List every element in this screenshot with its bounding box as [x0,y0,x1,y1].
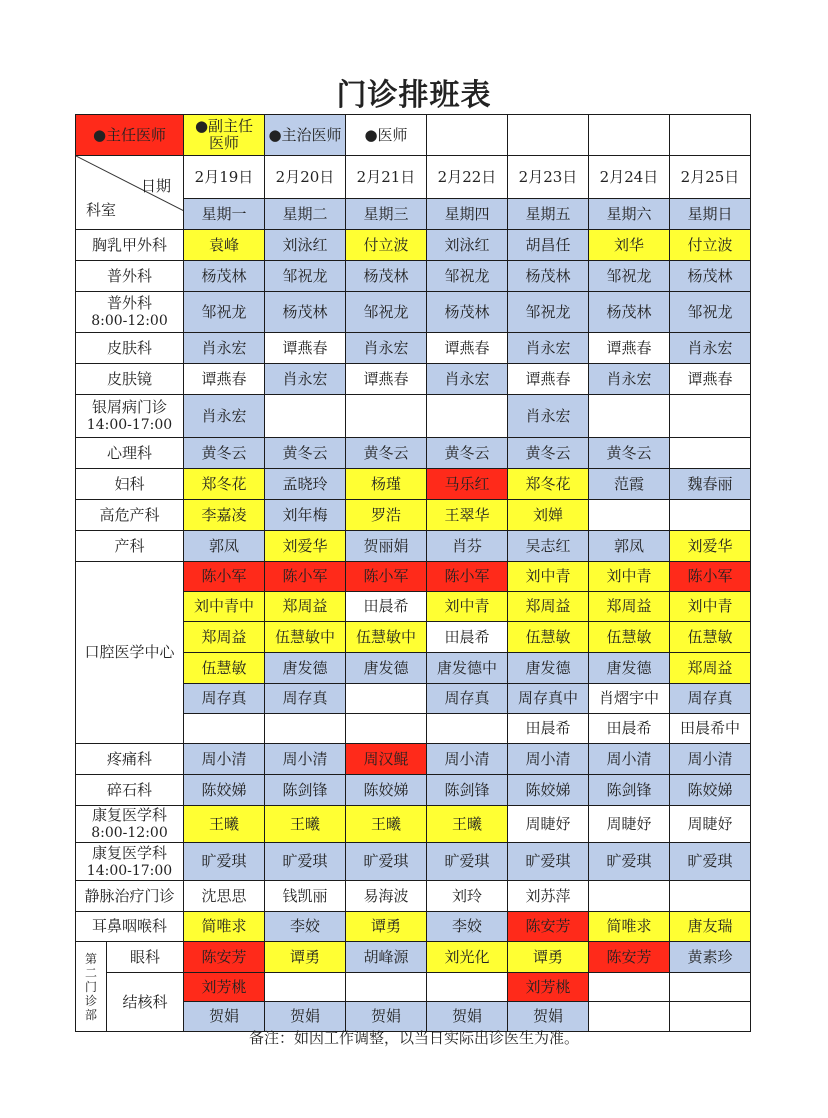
doctor-cell: 黄冬云 [184,438,265,469]
doctor-cell: 肖永宏 [184,333,265,364]
doctor-cell: 邹祝龙 [670,292,751,333]
doctor-cell: 郑周益 [589,592,670,622]
doctor-cell [589,881,670,912]
doctor-cell: 陈姣娣 [184,775,265,806]
dept-label: 疼痛科 [76,744,184,775]
doctor-cell: 周存真 [670,684,751,714]
row-erbi [76,912,751,942]
doctor-cell: 黄冬云 [508,438,589,469]
doctor-cell: 郑周益 [265,592,346,622]
empty-cell [670,115,751,156]
doctor-cell: 谭勇 [265,942,346,973]
doctor-cell: 肖永宏 [184,395,265,438]
doctor-cell: 谭燕春 [508,364,589,395]
doctor-cell: 田晨希 [589,714,670,744]
doctor-cell: 胡峰源 [346,942,427,973]
doctor-cell: 刘芳桃 [508,973,589,1002]
dept-label: 康复医学科 8:00-12:00 [76,806,184,843]
doctor-cell: 王曦 [184,806,265,843]
doctor-cell: 周小清 [427,744,508,775]
doctor-cell: 郑周益 [670,653,751,684]
doctor-cell: 王曦 [265,806,346,843]
doctor-cell: 陈小军 [427,562,508,592]
date-row [76,156,751,199]
doctor-cell: 郭凤 [589,531,670,562]
empty-cell [508,115,589,156]
dept-label: 普外科 8:00-12:00 [76,292,184,333]
dept-label: 皮肤镜 [76,364,184,395]
doctor-cell: 陈姣娣 [508,775,589,806]
doctor-cell: 黄素珍 [670,942,751,973]
doctor-cell [346,973,427,1002]
doctor-cell [265,395,346,438]
doctor-cell: 贺娟 [346,1002,427,1032]
doctor-cell: 刘中青 [589,562,670,592]
dept-label: 普外科 [76,261,184,292]
doctor-cell: 罗浩 [346,500,427,531]
row-chanke [76,531,751,562]
dept-label: 银屑病门诊 14:00-17:00 [76,395,184,438]
schedule-table [75,114,751,1032]
doctor-cell: 肖永宏 [589,364,670,395]
doctor-cell: 邹祝龙 [346,292,427,333]
doctor-cell: 周小清 [589,744,670,775]
date-header-label: 日期 [140,177,171,195]
row-jingmai [76,881,751,912]
doctor-cell: 肖永宏 [265,364,346,395]
dept-label: 康复医学科 14:00-17:00 [76,843,184,881]
doctor-cell: 谭勇 [346,912,427,942]
doctor-cell: 陈安芳 [508,912,589,942]
doctor-cell: 伍慧敏 [589,622,670,653]
date-cell: 2月24日 [589,156,670,199]
doctor-cell: 王曦 [346,806,427,843]
doctor-cell [265,973,346,1002]
row-yinxie [76,395,751,438]
doctor-cell: 贺丽娟 [346,531,427,562]
doctor-cell: 陈剑锋 [265,775,346,806]
dept-header-label: 科室 [86,201,117,219]
dept-label: 产科 [76,531,184,562]
row-jiehe [76,973,751,1002]
doctor-cell: 杨茂林 [346,261,427,292]
doctor-cell: 陈剑锋 [427,775,508,806]
date-cell: 2月19日 [184,156,265,199]
row-xinli [76,438,751,469]
doctor-cell: 魏春丽 [670,469,751,500]
dept-label: 结核科 [107,973,184,1032]
doctor-cell [265,714,346,744]
doctor-cell: 黄冬云 [589,438,670,469]
date-cell: 2月25日 [670,156,751,199]
doctor-cell: 伍慧敏中 [346,622,427,653]
doctor-cell: 周小清 [670,744,751,775]
doctor-cell: 邹祝龙 [589,261,670,292]
doctor-cell: 肖永宏 [346,333,427,364]
row-pifujing [76,364,751,395]
doctor-cell: 伍慧敏 [670,622,751,653]
doctor-cell: 唐发德中 [427,653,508,684]
dept-label: 胸乳甲外科 [76,230,184,261]
footnote: 备注：如因工作调整，以当日实际出诊医生为准。 [248,1029,579,1047]
doctor-cell: 陈剑锋 [589,775,670,806]
row-tengtong [76,744,751,775]
doctor-cell: 黄冬云 [346,438,427,469]
doctor-cell: 郑冬花 [184,469,265,500]
doctor-cell [346,395,427,438]
doctor-cell: 刘中青 [427,592,508,622]
doctor-cell: 周睫妤 [508,806,589,843]
doctor-cell: 贺娟 [427,1002,508,1032]
doctor-cell: 谭燕春 [265,333,346,364]
dept-label: 耳鼻咽喉科 [76,912,184,942]
row-xiongru [76,230,751,261]
doctor-cell: 郑冬花 [508,469,589,500]
doctor-cell: 刘中青中 [184,592,265,622]
dept-label: 静脉治疗门诊 [76,881,184,912]
doctor-cell: 贺娟 [184,1002,265,1032]
row-kouqiang [76,562,751,592]
row-yanke [76,942,751,973]
doctor-cell: 郑周益 [184,622,265,653]
doctor-cell [670,438,751,469]
doctor-cell: 田晨希 [427,622,508,653]
doctor-cell: 唐发德 [589,653,670,684]
doctor-cell: 陈姣娣 [346,775,427,806]
doctor-cell: 杨茂林 [184,261,265,292]
row-gaowei [76,500,751,531]
doctor-cell [589,395,670,438]
doctor-cell: 杨茂林 [670,261,751,292]
weekday-cell: 星期五 [508,199,589,230]
doctor-cell: 郭凤 [184,531,265,562]
doctor-cell: 邹祝龙 [508,292,589,333]
doctor-cell: 旷爱琪 [508,843,589,881]
doctor-cell: 唐发德 [508,653,589,684]
doctor-cell: 陈小军 [265,562,346,592]
dept-label: 眼科 [107,942,184,973]
doctor-cell: 周存真 [427,684,508,714]
doctor-cell: 杨茂林 [508,261,589,292]
dept-label: 碎石科 [76,775,184,806]
doctor-cell: 伍慧敏 [184,653,265,684]
doctor-cell: 李嘉凌 [184,500,265,531]
row-kangfu-afternoon [76,843,751,881]
doctor-cell: 袁峰 [184,230,265,261]
doctor-cell: 旷爱琪 [346,843,427,881]
dept-label: 心理科 [76,438,184,469]
doctor-cell: 刘中青 [670,592,751,622]
doctor-cell [427,395,508,438]
row-puwai [76,261,751,292]
dept-label: 妇科 [76,469,184,500]
doctor-cell: 邹祝龙 [265,261,346,292]
doctor-cell: 王翠华 [427,500,508,531]
doctor-cell: 肖永宏 [427,364,508,395]
doctor-cell: 陈姣娣 [670,775,751,806]
doctor-cell: 刘光化 [427,942,508,973]
doctor-cell: 周存真 [184,684,265,714]
doctor-cell: 刘泳红 [265,230,346,261]
page-title: 门诊排班表 [336,78,492,113]
doctor-cell: 杨茂林 [265,292,346,333]
doctor-cell: 肖永宏 [508,333,589,364]
doctor-cell: 周小清 [184,744,265,775]
empty-cell [589,115,670,156]
doctor-cell: 刘爱华 [670,531,751,562]
row-pifu [76,333,751,364]
doctor-cell: 谭燕春 [346,364,427,395]
doctor-cell: 肖芬 [427,531,508,562]
doctor-cell: 旷爱琪 [589,843,670,881]
doctor-cell: 周存真中 [508,684,589,714]
header-corner [76,156,184,230]
date-cell: 2月21日 [346,156,427,199]
doctor-cell: 田晨希 [346,592,427,622]
doctor-cell: 旷爱琪 [670,843,751,881]
row-puwai-morning [76,292,751,333]
date-cell: 2月20日 [265,156,346,199]
legend-doctor: ●医师 [346,115,427,156]
weekday-cell: 星期一 [184,199,265,230]
doctor-cell: 李姣 [427,912,508,942]
doctor-cell: 唐发德 [346,653,427,684]
doctor-cell: 付立波 [346,230,427,261]
doctor-cell: 付立波 [670,230,751,261]
doctor-cell: 刘年梅 [265,500,346,531]
doctor-cell: 旷爱琪 [427,843,508,881]
weekday-cell: 星期三 [346,199,427,230]
weekday-cell: 星期六 [589,199,670,230]
doctor-cell: 周小清 [265,744,346,775]
doctor-cell: 刘婵 [508,500,589,531]
doctor-cell [670,973,751,1002]
doctor-cell: 邹祝龙 [427,261,508,292]
doctor-cell: 田晨希中 [670,714,751,744]
doctor-cell [346,714,427,744]
row-kangfu-morning [76,806,751,843]
doctor-cell: 李姣 [265,912,346,942]
doctor-cell [670,395,751,438]
doctor-cell: 陈小军 [184,562,265,592]
doctor-cell: 伍慧敏 [508,622,589,653]
doctor-cell [589,500,670,531]
doctor-cell: 杨茂林 [589,292,670,333]
doctor-cell: 田晨希 [508,714,589,744]
doctor-cell: 肖永宏 [670,333,751,364]
doctor-cell: 吴志红 [508,531,589,562]
doctor-cell: 刘芳桃 [184,973,265,1002]
doctor-cell: 刘华 [589,230,670,261]
doctor-cell: 黄冬云 [427,438,508,469]
doctor-cell: 肖熠宇中 [589,684,670,714]
doctor-cell: 刘玲 [427,881,508,912]
doctor-cell: 周汉鲲 [346,744,427,775]
doctor-cell: 黄冬云 [265,438,346,469]
doctor-cell: 周睫妤 [589,806,670,843]
dept-label: 高危产科 [76,500,184,531]
doctor-cell: 周存真 [265,684,346,714]
doctor-cell [670,500,751,531]
doctor-cell: 谭燕春 [670,364,751,395]
doctor-cell: 刘中青 [508,562,589,592]
doctor-cell: 陈小军 [346,562,427,592]
dept-label: 皮肤科 [76,333,184,364]
empty-cell [427,115,508,156]
doctor-cell: 杨茂林 [427,292,508,333]
doctor-cell: 唐友瑞 [670,912,751,942]
doctor-cell: 谭燕春 [589,333,670,364]
doctor-cell: 易海波 [346,881,427,912]
doctor-cell [427,714,508,744]
date-cell: 2月22日 [427,156,508,199]
doctor-cell: 王曦 [427,806,508,843]
doctor-cell: 范霞 [589,469,670,500]
legend-row [76,115,751,156]
doctor-cell: 刘爱华 [265,531,346,562]
doctor-cell: 郑周益 [508,592,589,622]
doctor-cell: 旷爱琪 [265,843,346,881]
dept-label: 口腔医学中心 [76,562,184,744]
second-clinic-label: 第二门诊部 [76,942,107,1032]
doctor-cell: 旷爱琪 [184,843,265,881]
doctor-cell [184,714,265,744]
doctor-cell: 马乐红 [427,469,508,500]
doctor-cell: 刘泳红 [427,230,508,261]
doctor-cell: 谭燕春 [184,364,265,395]
row-fuke [76,469,751,500]
row-suishi [76,775,751,806]
legend-attending: ●主治医师 [265,115,346,156]
legend-deputy: ●副主任 医师 [184,115,265,156]
weekday-cell: 星期二 [265,199,346,230]
doctor-cell: 谭燕春 [427,333,508,364]
doctor-cell: 伍慧敏中 [265,622,346,653]
doctor-cell: 简唯求 [184,912,265,942]
date-cell: 2月23日 [508,156,589,199]
doctor-cell: 唐发德 [265,653,346,684]
weekday-cell: 星期日 [670,199,751,230]
doctor-cell: 贺娟 [508,1002,589,1032]
doctor-cell: 周小清 [508,744,589,775]
doctor-cell [427,973,508,1002]
doctor-cell: 肖永宏 [508,395,589,438]
doctor-cell: 胡昌任 [508,230,589,261]
doctor-cell: 钱凯丽 [265,881,346,912]
legend-chief: ●主任医师 [76,115,184,156]
doctor-cell: 邹祝龙 [184,292,265,333]
doctor-cell: 孟晓玲 [265,469,346,500]
doctor-cell: 杨瑾 [346,469,427,500]
doctor-cell: 简唯求 [589,912,670,942]
doctor-cell: 周睫妤 [670,806,751,843]
doctor-cell: 贺娟 [265,1002,346,1032]
doctor-cell: 刘苏萍 [508,881,589,912]
doctor-cell [670,881,751,912]
doctor-cell: 谭勇 [508,942,589,973]
doctor-cell: 陈小军 [670,562,751,592]
doctor-cell: 陈安芳 [589,942,670,973]
doctor-cell: 沈思思 [184,881,265,912]
doctor-cell [589,973,670,1002]
doctor-cell [346,684,427,714]
weekday-cell: 星期四 [427,199,508,230]
doctor-cell: 陈安芳 [184,942,265,973]
